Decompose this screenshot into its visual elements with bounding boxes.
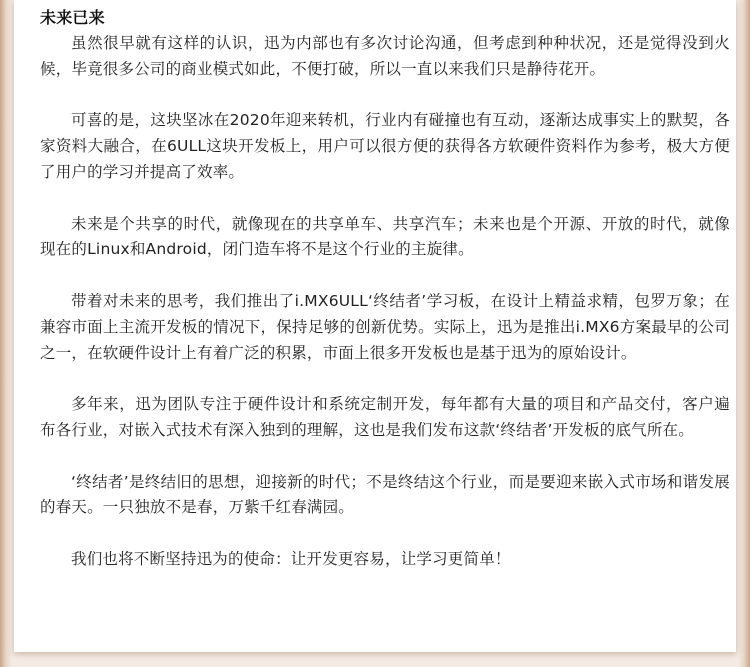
paragraph-1: 虽然很早就有这样的认识，迅为内部也有多次讨论沟通，但考虑到种种状况，还是觉得没到火候，毕竟很多公司的商业模式如此，不便打破，所以一直以来我们只是静待花开。 (40, 34, 730, 78)
paragraph-2: 可喜的是，这块坚冰在2020年迎来转机，行业内有碰撞也有互动，逐渐达成事实上的默契，各家资料大融合，在6ULL这块开发板上，用户可以很方便的获得各方软硬件资料作为参考，极大方便了用户的学习并提高了效率。 (40, 111, 730, 181)
article-title: 未来已来 (40, 8, 105, 27)
paragraph-6: ‘终结者’是终结旧的思想，迎接新的时代；不是终结这个行业，而是要迎来嵌入式市场和谐发展的春天。一只独放不是春，万紫千红春满园。 (40, 472, 730, 517)
document-page (14, 0, 736, 652)
paragraph-4: 带着对未来的思考，我们推出了i.MX6ULL‘终结者’学习板，在设计上精益求精，包罗万象；在兼容市面上主流开发板的情况下，保持足够的创新优势。实际上，迅为是推出i.MX6方案最早的公司之一，在软硬件设计上有着广泛的积累，市面上很多开发板也是基于迅为的原始设计。 (40, 291, 730, 362)
paragraph-5: 多年来，迅为团队专注于硬件设计和系统定制开发，每年都有大量的项目和产品交付，客户遍布各行业，对嵌入式技术有深入独到的理解，这也是我们发布这款‘终结者’开发板的底气所在。 (40, 395, 730, 439)
paragraph-3: 未来是个共享的时代，就像现在的共享单车、共享汽车；未来也是个开源、开放的时代，就像现在的Linux和Android，闭门造车将不是这个行业的主旋律。 (40, 214, 730, 259)
paragraph-7: 我们也将不断坚持迅为的使命：让开发更容易，让学习更简单！ (71, 549, 511, 568)
article-body (40, 5, 730, 573)
